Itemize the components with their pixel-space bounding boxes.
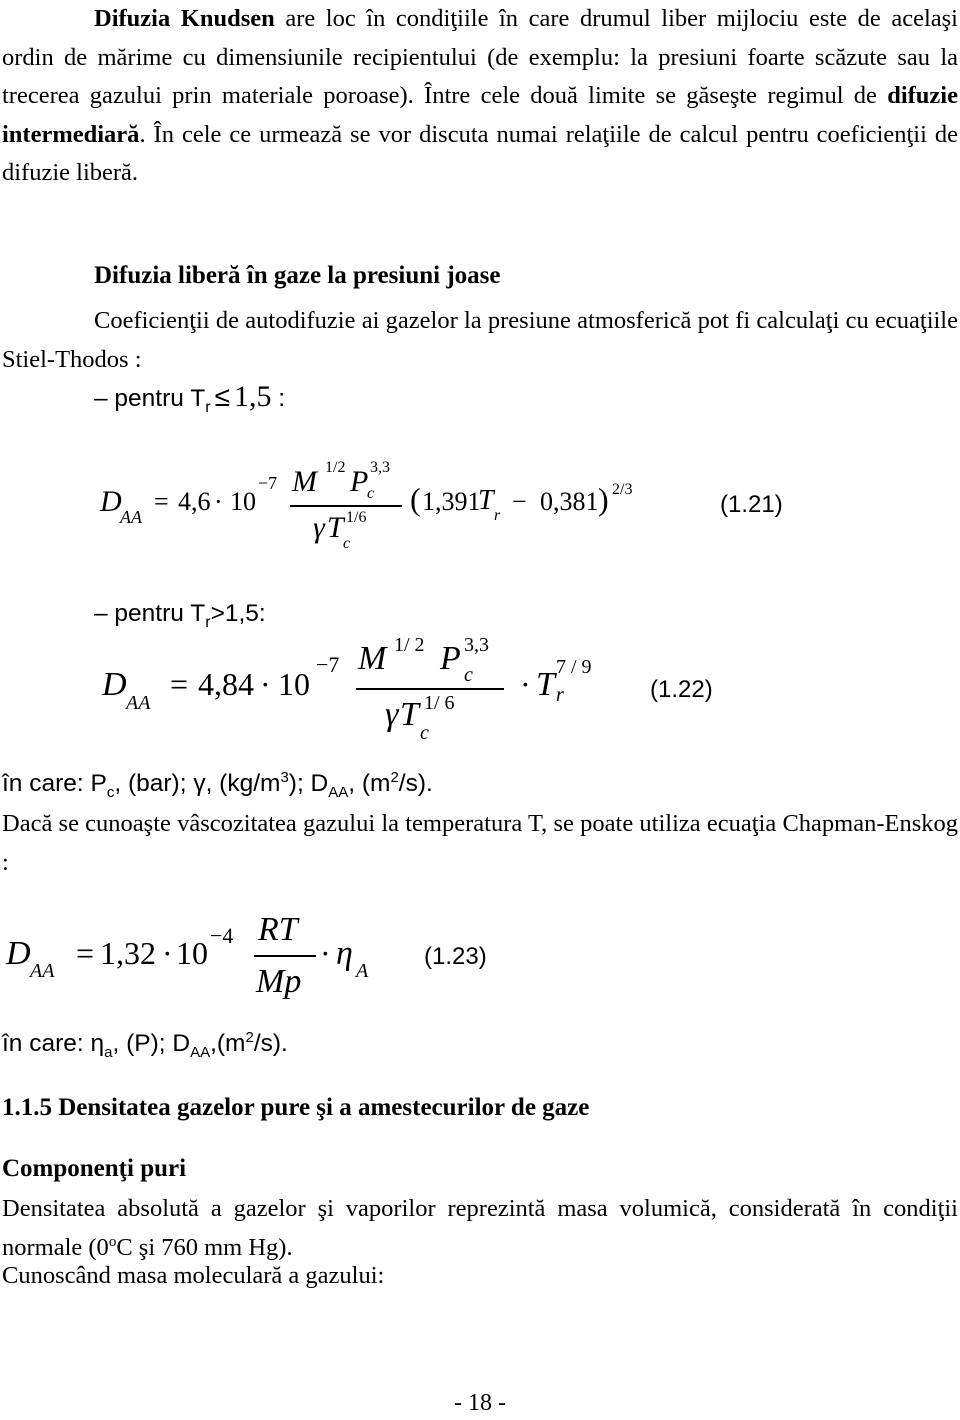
eq1-num-p-sub: c [367,485,375,502]
eq2-num-p: P [440,640,461,677]
eq1-num-p: P [350,465,369,498]
text-knudsen: are loc în condiţiile în care drumul liber mijlociu este de acelaşi ordin de mărime cu dimensiunile recipientului (de exemplu: la presiuni foarte scăzute sau la trecerea gazului prin materiale poroase). Între cele două limite se găseşte regimul de [2,5,958,109]
eq3-exp: −4 [210,923,234,948]
eq1-ten: 10 [230,487,256,516]
eq1-den-t-sub: c [343,535,351,552]
eq3-dot: · [320,935,331,971]
section-heading-densitatea: 1.1.5 Densitatea gazelor pure şi a amestecurilor de gaze [2,1094,590,1121]
units1-b-sup: 3 [280,768,289,786]
eq2-dot: · [520,666,531,702]
eq3-den: Mp [256,963,302,1000]
eq2-number: (1.22) [650,676,713,703]
eq1-c1: 1,391 [422,487,481,516]
paragraph-knudsen [2,0,958,193]
cond2-rest: >1,5: [210,600,266,627]
eq3-fraction-bar [254,955,316,957]
eq1-lhs: D [100,485,122,518]
eq1-paren-open: ( [410,481,421,517]
eq1-t-sub: r [494,507,501,524]
condition-tr-le-1-5 [94,380,285,414]
equation-1-23 [0,905,960,1015]
eq1-c2: 0,381 [540,487,599,516]
densitatea-text1: Densitatea absolută a gazelor şi vaporilor reprezintă masa volumică, considerată în condiţii normale (0 [2,1195,958,1261]
eq1-num-m: M [292,465,317,498]
cond1-value: 1,5 [233,380,272,413]
eq2-eq: = [170,666,189,702]
eq2-t: T [536,666,555,703]
eq1-num-m-sup: 1/2 [325,459,346,476]
eq2-num-m: M [358,640,387,677]
eq1-number: (1.21) [720,491,783,518]
paragraph-chapman-enskog: Dacă se cunoaşte vâscozitatea gazului la temperatura T, se poate utiliza ecuaţia Chapman-Enskog : [2,810,958,876]
eq1-t: T [478,485,494,516]
term-knudsen: Difuzia Knudsen [94,5,275,32]
cond1-colon: : [271,385,286,412]
eq1-den-t: T [327,511,344,544]
eq2-lhs-sub: AA [126,692,151,714]
units1-d: , (m [348,770,391,797]
eq2-den-gamma: γ [385,696,399,733]
eq3-lhs-sub: AA [30,960,55,982]
units1-c: ); D [288,770,329,797]
eq2-fraction-bar [356,688,504,690]
cond1-rel: ≤ [214,381,230,412]
units2-c-sup: 2 [245,1028,254,1046]
section-heading-componenti-puri: Componenţi puri [2,1155,187,1182]
densitatea-text2: C şi 760 mm Hg). [116,1233,293,1261]
units2-d: /s). [253,1030,288,1057]
eq2-den-t: T [400,696,419,733]
eq1-den-t-sup: 1/6 [346,509,367,526]
section-heading-difuzia-libera: Difuzia liberă în gaze la presiuni joase [94,262,501,289]
eq2-coef: 4,84 [198,666,254,702]
text-libera: . În cele ce urmează se vor discuta numai relaţiile de calcul pentru coeficienţii de difuzie liberă. [2,120,958,186]
eq1-outer-exp: 2/3 [612,481,633,498]
units1-c-sub: AA [328,783,349,801]
eq3-eq: = [76,935,95,971]
cunoscand-line: Cunoscând masa moleculară a gazului: [2,1262,385,1289]
page-number: - 18 - [454,1390,506,1416]
eq2-exp: −7 [316,652,340,677]
eq3-mul: · [162,935,173,971]
eq2-lhs: D [102,666,127,703]
eq1-mul: · [214,487,223,516]
equation-1-22 [0,630,960,750]
units2-c: ,(m [210,1030,246,1057]
eq2-mul: · [260,666,271,702]
degree-symbol: o [108,1233,117,1250]
units1-d-sup: 2 [390,768,399,786]
cond1-sub: r [205,398,211,416]
eq3-eta-sub: A [356,960,369,982]
eq1-eq: = [154,487,169,516]
eq2-ten: 10 [278,666,310,702]
term-intermediara: difuzie intermediară [2,82,958,148]
units2-a-sub: a [104,1043,113,1061]
eq1-coef: 4,6 [178,487,211,516]
eq2-den-t-sub: c [420,722,429,744]
eq1-den-gamma: γ [313,511,325,544]
eq3-lhs: D [6,935,31,972]
eq1-minus: − [512,487,527,516]
units1-e: /s). [398,770,433,797]
eq2-t-sub: r [556,684,564,706]
units2-b: , (P); D [112,1030,191,1057]
cond2-prefix: – pentru T [94,600,206,627]
eq3-number: (1.23) [424,943,487,970]
units2-b-sub: AA [190,1043,211,1061]
eq1-lhs-sub: AA [120,507,142,527]
eq1-num-p-sup: 3,3 [370,459,390,476]
eq1-exp: −7 [258,473,278,493]
eq3-num: RT [258,911,298,948]
units-line-2 [2,1028,288,1061]
eq3-coef: 1,32 [100,935,156,971]
eq2-num-m-sup: 1/ 2 [394,634,425,656]
units-line-1 [2,768,433,801]
eq1-fraction-bar [290,505,402,507]
units2-a: în care: η [2,1030,105,1057]
equation-1-21 [0,455,960,565]
eq2-num-p-sub: c [464,664,473,686]
units1-b: , (bar); γ, (kg/m [114,770,281,797]
eq3-eta: η [336,935,353,972]
paragraph-stiel-thodos: Coeficienţii de autodifuzie ai gazelor la presiune atmosferică pot fi calculaţi cu ecuaţiile Stiel-Thodos : [2,307,958,373]
units1-a: în care: P [2,770,107,797]
cond2-sub: r [205,613,211,631]
eq1-paren-close: ) [598,481,609,517]
eq3-ten: 10 [176,935,208,971]
paragraph-densitatea-absoluta [2,1190,958,1267]
cond1-prefix: – pentru T [94,385,206,412]
eq2-num-p-sup: 3,3 [464,634,489,656]
units1-a-sub: c [106,783,115,801]
eq2-den-t-sup: 1/ 6 [424,692,455,714]
condition-tr-gt-1-5 [94,600,266,631]
eq2-t-sup: 7 / 9 [556,656,592,678]
